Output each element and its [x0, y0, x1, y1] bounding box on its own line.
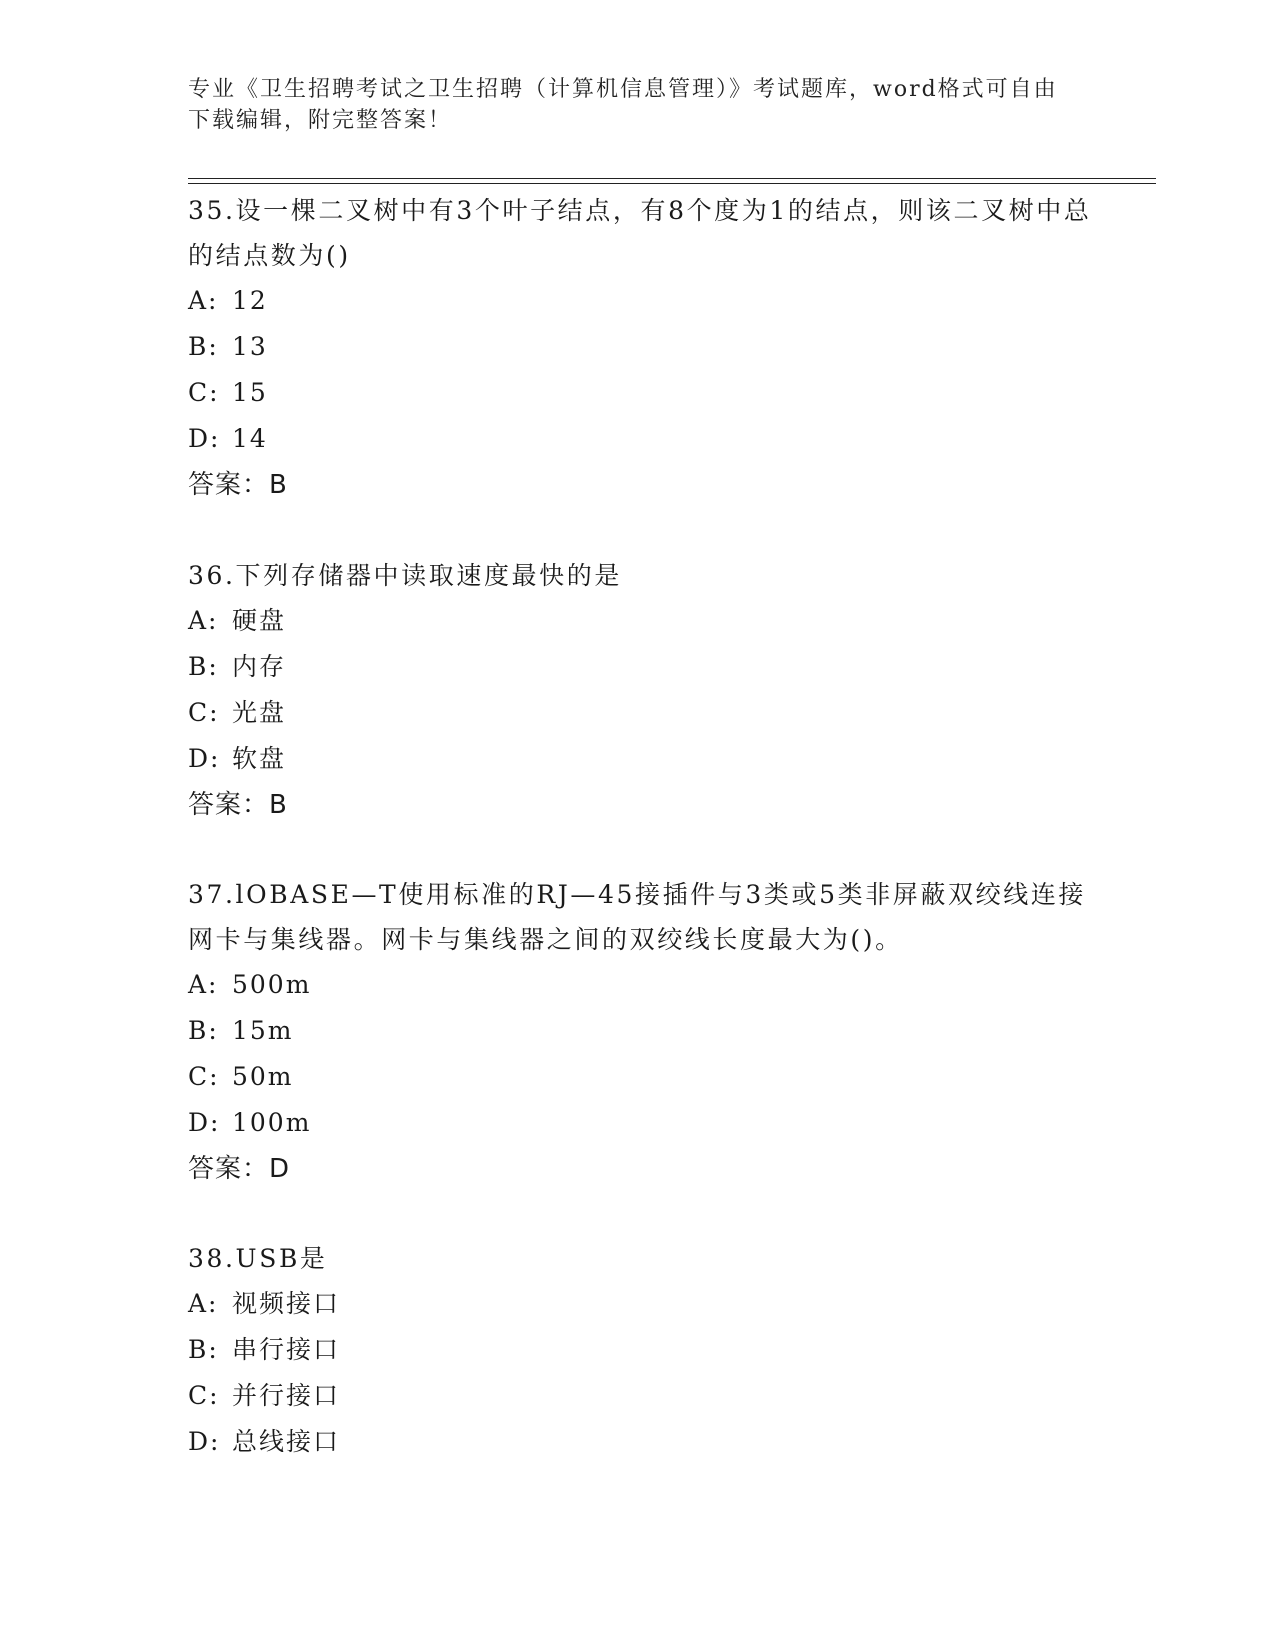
- answer-line: 答案：D: [188, 1154, 291, 1184]
- option-a: [188, 962, 1098, 1008]
- question-stem: 35.设一棵二叉树中有3个叶子结点，有8个度为1的结点，则该二叉树中总的结点数为(): [188, 196, 1092, 270]
- option-text: 硬盘: [232, 606, 287, 635]
- option-letter: D:: [188, 424, 221, 453]
- question-36: [188, 553, 1098, 828]
- option-letter: B:: [188, 1016, 219, 1045]
- header-divider-top: [188, 178, 1156, 179]
- option-text: 光盘: [232, 698, 287, 727]
- option-b: [188, 1327, 1098, 1373]
- option-letter: A:: [188, 970, 219, 999]
- option-c: [188, 690, 1098, 736]
- question-38: [188, 1236, 1098, 1465]
- option-text: 内存: [232, 652, 287, 681]
- option-text: 串行接口: [232, 1335, 341, 1364]
- question-stem: 37.lOBASE—T使用标准的RJ—45接插件与3类或5类非屏蔽双绞线连接网卡与集线器。网卡与集线器之间的双绞线长度最大为()。: [188, 880, 1086, 954]
- option-letter: B:: [188, 652, 219, 681]
- question-stem: 36.下列存储器中读取速度最快的是: [188, 561, 622, 590]
- option-letter: C:: [188, 1381, 220, 1410]
- option-b: [188, 324, 1098, 370]
- option-letter: D:: [188, 1427, 221, 1456]
- option-c: [188, 370, 1098, 416]
- option-letter: C:: [188, 698, 220, 727]
- option-letter: A:: [188, 606, 219, 635]
- option-c: [188, 1054, 1098, 1100]
- option-text: 14: [232, 424, 268, 453]
- option-letter: B:: [188, 1335, 219, 1364]
- header-divider-bottom: [188, 183, 1156, 184]
- option-b: [188, 1008, 1098, 1054]
- option-d: [188, 1100, 1098, 1146]
- option-text: 15: [232, 378, 268, 407]
- option-a: [188, 1281, 1098, 1327]
- option-text: 500m: [232, 970, 312, 999]
- option-text: 100m: [232, 1108, 312, 1137]
- option-letter: D:: [188, 744, 221, 773]
- answer-line: 答案：B: [188, 790, 288, 820]
- option-letter: B:: [188, 332, 219, 361]
- option-letter: D:: [188, 1108, 221, 1137]
- option-text: 12: [232, 286, 268, 315]
- answer-line: 答案：B: [188, 470, 288, 500]
- question-35: [188, 188, 1098, 508]
- question-stem: 38.USB是: [188, 1244, 328, 1273]
- option-text: 15m: [232, 1016, 294, 1045]
- option-d: [188, 736, 1098, 782]
- option-text: 视频接口: [232, 1289, 341, 1318]
- document-header: 专业《卫生招聘考试之卫生招聘（计算机信息管理）》考试题库，word格式可自由下载编辑，附完整答案！: [188, 77, 1058, 133]
- question-37: [188, 872, 1098, 1192]
- option-text: 软盘: [232, 744, 287, 773]
- option-text: 13: [232, 332, 268, 361]
- option-text: 50m: [232, 1062, 294, 1091]
- option-d: [188, 416, 1098, 462]
- option-text: 并行接口: [232, 1381, 341, 1410]
- option-letter: A:: [188, 1289, 219, 1318]
- option-text: 总线接口: [232, 1427, 341, 1456]
- option-letter: A:: [188, 286, 219, 315]
- option-b: [188, 644, 1098, 690]
- option-a: [188, 278, 1098, 324]
- option-letter: C:: [188, 1062, 220, 1091]
- option-letter: C:: [188, 378, 220, 407]
- option-d: [188, 1419, 1098, 1465]
- option-c: [188, 1373, 1098, 1419]
- option-a: [188, 598, 1098, 644]
